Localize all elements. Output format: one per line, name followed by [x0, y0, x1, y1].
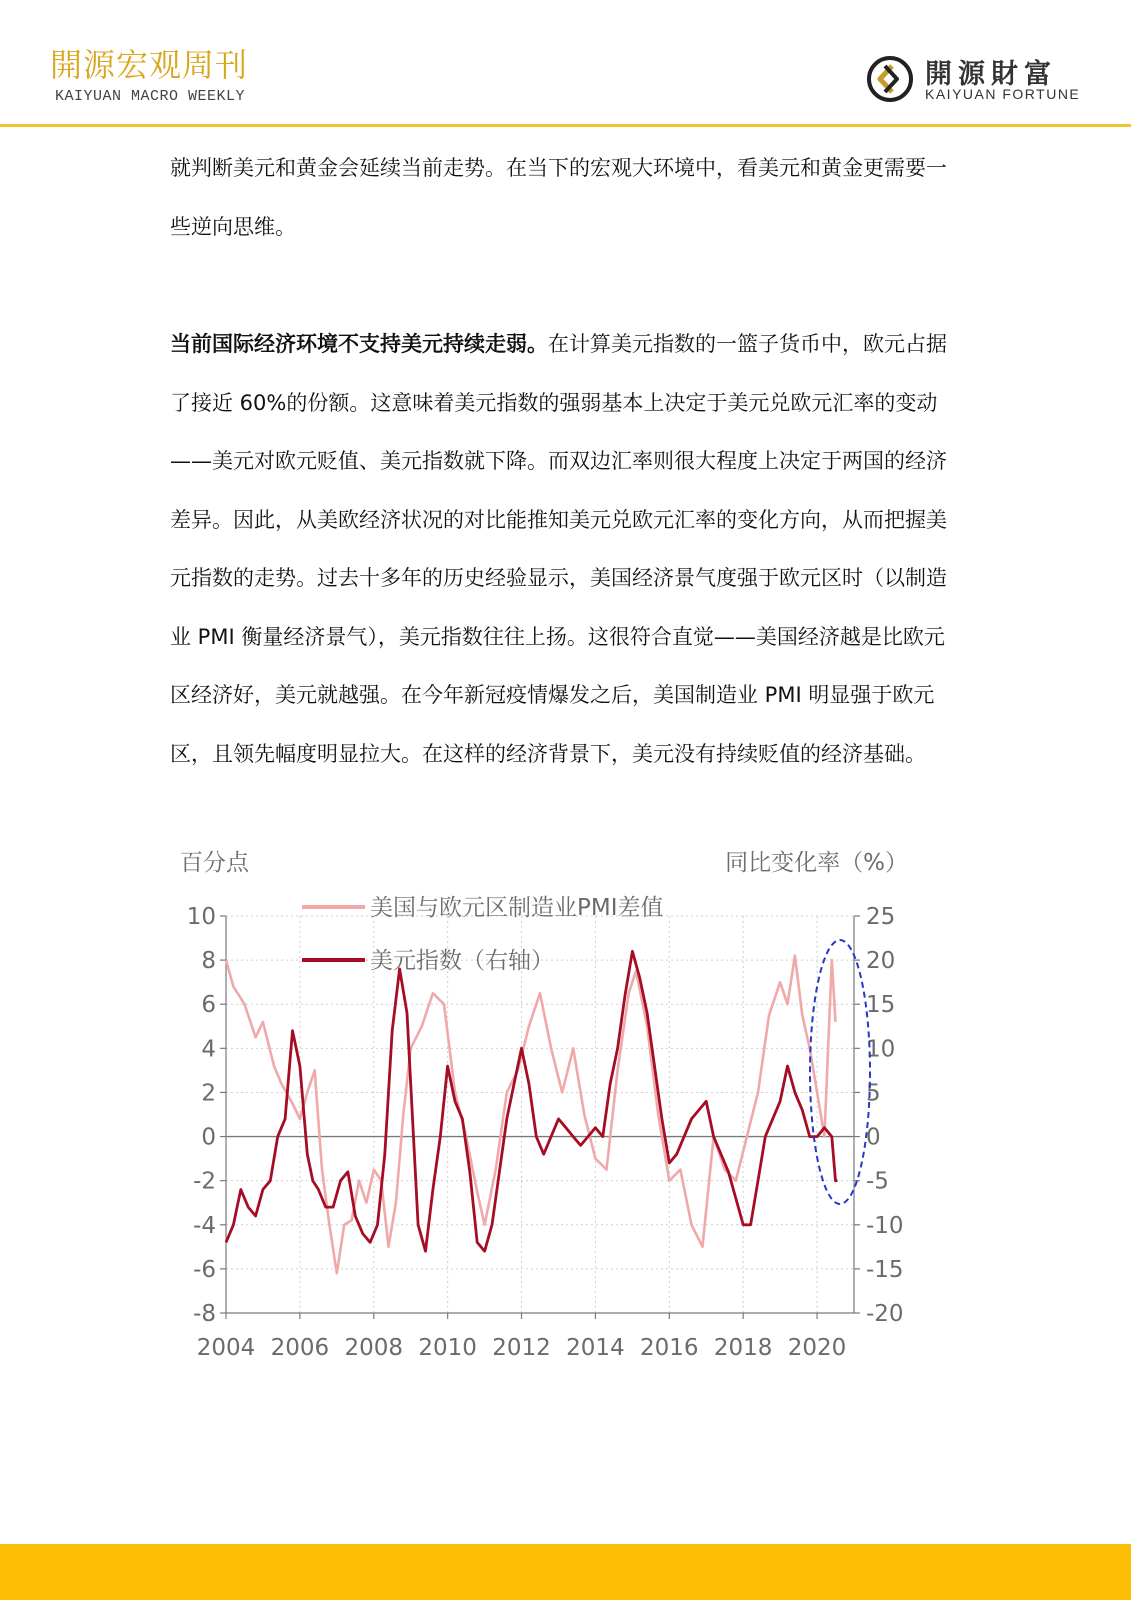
publication-subtitle: KAIYUAN MACRO WEEKLY: [55, 88, 246, 105]
paragraph-2-lead: 当前国际经济环境不支持美元持续走弱。: [170, 332, 548, 356]
left-tick-label: 6: [201, 992, 216, 1019]
paragraph-2: [170, 315, 960, 783]
x-tick-label: 2020: [787, 1335, 847, 1361]
left-tick-label: -8: [193, 1301, 216, 1327]
logo-english: KAIYUAN FORTUNE: [925, 86, 1081, 102]
left-tick-label: 8: [201, 948, 216, 975]
left-tick-label: 2: [201, 1080, 216, 1107]
x-tick-label: 2012: [492, 1335, 551, 1361]
right-axis-unit: 同比变化率（%）: [725, 850, 908, 876]
x-tick-label: 2016: [640, 1335, 699, 1361]
x-tick-label: 2018: [713, 1335, 773, 1361]
logo-mark-icon: [865, 54, 915, 104]
right-tick-label: 0: [866, 1124, 881, 1151]
header-divider: [0, 124, 1131, 127]
publication-title: 開源宏观周刊: [50, 46, 249, 84]
x-tick-label: 2004: [196, 1335, 256, 1361]
right-tick-label: 10: [866, 1036, 896, 1063]
chart-legend: [302, 895, 664, 974]
company-logo: [865, 52, 1087, 106]
right-tick-label: -5: [866, 1168, 889, 1195]
page-header: [0, 0, 1131, 128]
paragraph-2-body: 在计算美元指数的一篮子货币中，欧元占据了接近 60%的份额。这意味着美元指数的强弱基本上决定于美元兑欧元汇率的变动——美元对欧元贬值、美元指数就下降。而双边汇率则很大程度上决定于两国的经济差异。因此，从美欧经济状况的对比能推知美元兑欧元汇率的变化方向，从而把握美元指数的走势。过去十多年的历史经验显示，美国经济景气度强于欧元区时（以制造业 PMI 衡量经济景气），美元指数往往上扬。这很符合直觉——美国经济越是比欧元区经济好，美元就越强。在今年新冠疫情爆发之后，美国制造业 PMI 明显强于欧元区，且领先幅度明显拉大。在这样的经济背景下，美元没有持续贬值的经济基础。: [170, 332, 947, 766]
right-tick-label: -10: [866, 1212, 904, 1239]
right-tick-label: 15: [866, 992, 896, 1019]
pmi-usd-chart: [150, 850, 950, 1390]
left-tick-label: -6: [193, 1256, 216, 1283]
left-tick-label: 0: [201, 1124, 216, 1151]
left-tick-label: 4: [201, 1036, 216, 1063]
right-tick-label: -15: [866, 1256, 904, 1283]
right-tick-label: 25: [866, 904, 896, 930]
right-tick-label: 5: [866, 1080, 881, 1107]
highlight-ellipse: [810, 940, 870, 1204]
x-tick-label: 2008: [344, 1335, 404, 1361]
x-tick-label: 2010: [418, 1335, 477, 1361]
logo-chinese: 開源財富: [925, 59, 1057, 90]
x-tick-label: 2006: [270, 1335, 330, 1361]
x-tick-label: 2014: [566, 1335, 625, 1361]
left-tick-label: -4: [193, 1212, 216, 1239]
right-tick-label: -20: [866, 1301, 904, 1327]
left-tick-label: 10: [186, 904, 216, 930]
footer-bar: [0, 1544, 1131, 1600]
legend-usd-label: 美元指数（右轴）: [370, 948, 554, 974]
left-tick-label: -2: [193, 1168, 216, 1195]
legend-pmi-label: 美国与欧元区制造业PMI差值: [370, 895, 664, 921]
left-axis-unit: 百分点: [180, 850, 249, 876]
right-tick-label: 20: [866, 948, 896, 975]
paragraph-1: 就判断美元和黄金会延续当前走势。在当下的宏观大环境中，看美元和黄金更需要一些逆向思维。: [170, 156, 947, 239]
